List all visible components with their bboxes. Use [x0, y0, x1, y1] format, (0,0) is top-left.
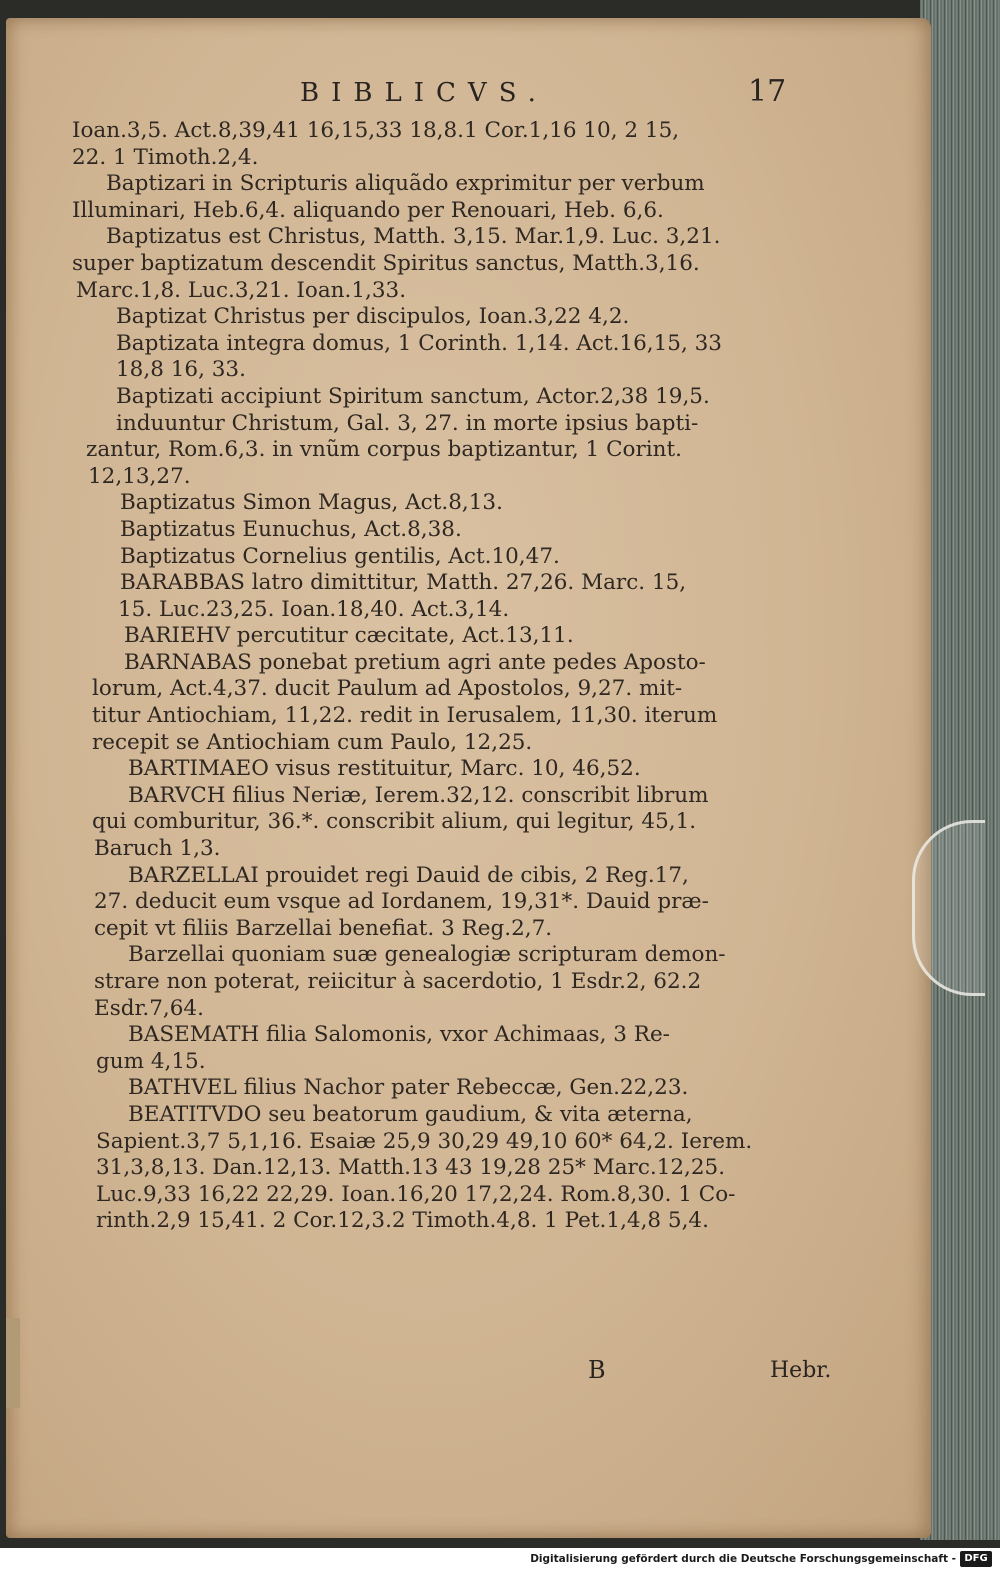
text-line: 31,3,8,13. Dan.12,13. Matth.13 43 19,28 25* Marc.12,25.: [96, 1155, 726, 1181]
page-number: 17: [748, 74, 787, 109]
funding-credit: Digitalisierung gefördert durch die Deutsche Forschungsgemeinschaft -: [530, 1553, 956, 1565]
text-line: BEATITVDO seu beatorum gaudium, & vita æterna,: [128, 1101, 693, 1127]
text-line: Baptizat Christus per discipulos, Ioan.3,22 4,2.: [116, 304, 630, 330]
text-line: 18,8 16, 33.: [116, 357, 246, 383]
text-line: super baptizatum descendit Spiritus sanctus, Matth.3,16.: [72, 250, 700, 276]
adjacent-page-edge: [6, 1318, 20, 1408]
text-line: Baruch 1,3.: [94, 836, 221, 862]
text-line: 12,13,27.: [88, 463, 191, 489]
running-title: BIBLICVS.: [300, 78, 548, 108]
book-page: [6, 18, 931, 1538]
text-line: Baptizatus Eunuchus, Act.8,38.: [120, 516, 462, 542]
text-line: BARVCH filius Neriæ, Ierem.32,12. conscribit librum: [128, 782, 709, 808]
text-line: BARNABAS ponebat pretium agri ante pedes Aposto-: [124, 649, 706, 675]
page-header: [6, 74, 931, 118]
catchword: Hebr.: [770, 1358, 832, 1383]
text-line: Luc.9,33 16,22 22,29. Ioan.16,20 17,2,24. Rom.8,30. 1 Co-: [96, 1181, 736, 1207]
text-line: BATHVEL filius Nachor pater Rebeccæ, Gen.22,23.: [128, 1075, 689, 1101]
text-line: cepit vt filiis Barzellai benefiat. 3 Reg.2,7.: [94, 915, 553, 941]
text-line: Baptizatus Simon Magus, Act.8,13.: [120, 490, 503, 516]
index-text: [72, 118, 852, 1235]
text-line: strare non poterat, reiicitur à sacerdotio, 1 Esdr.2, 62.2: [94, 969, 702, 994]
text-line: Esdr.7,64.: [94, 995, 204, 1021]
text-line: induuntur Christum, Gal. 3, 27. in morte ipsius bapti-: [116, 410, 699, 436]
text-line: Ioan.3,5. Act.8,39,41 16,15,33 18,8.1 Cor.1,16 10, 2 15,: [72, 118, 680, 143]
text-line: Baptizati accipiunt Spiritum sanctum, Actor.2,38 19,5.: [116, 383, 710, 409]
text-line: zantur, Rom.6,3. in vnũm corpus baptizantur, 1 Corint.: [86, 437, 682, 463]
signature-mark: B: [588, 1356, 606, 1384]
text-line: Illuminari, Heb.6,4. aliquando per Renouari, Heb. 6,6.: [72, 197, 664, 223]
text-line: rinth.2,9 15,41. 2 Cor.12,3.2 Timoth.4,8. 1 Pet.1,4,8 5,4.: [96, 1208, 709, 1234]
text-line: Baptizata integra domus, 1 Corinth. 1,14. Act.16,15, 33: [116, 330, 722, 356]
text-line: titur Antiochiam, 11,22. redit in Ierusalem, 11,30. iterum: [92, 703, 718, 729]
text-line: Baptizari in Scripturis aliquãdo exprimitur per verbum: [106, 171, 705, 197]
text-line: BARZELLAI prouidet regi Dauid de cibis, 2 Reg.17,: [128, 862, 689, 888]
text-line: Baptizatus est Christus, Matth. 3,15. Mar.1,9. Luc. 3,21.: [106, 224, 721, 250]
text-line: Baptizatus Cornelius gentilis, Act.10,47.: [120, 543, 560, 569]
text-line: qui comburitur, 36.*. conscribit alium, qui legitur, 45,1.: [92, 809, 697, 835]
text-line: 15. Luc.23,25. Ioan.18,40. Act.3,14.: [118, 596, 510, 622]
text-line: BASEMATH filia Salomonis, vxor Achimaas, 3 Re-: [128, 1022, 670, 1048]
text-line: 22. 1 Timoth.2,4.: [72, 144, 259, 170]
page-edges: [920, 0, 1000, 1540]
text-line: Sapient.3,7 5,1,16. Esaiæ 25,9 30,29 49,10 60* 64,2. Ierem.: [96, 1128, 753, 1154]
dfg-logo-icon: DFG: [960, 1551, 992, 1567]
text-line: Marc.1,8. Luc.3,21. Ioan.1,33.: [76, 277, 407, 303]
text-line: gum 4,15.: [96, 1048, 206, 1074]
text-line: BARIEHV percutitur cæcitate, Act.13,11.: [124, 623, 574, 649]
text-line: 27. deducit eum vsque ad Iordanem, 19,31*. Dauid præ-: [94, 889, 709, 915]
text-line: BARABBAS latro dimittitur, Matth. 27,26. Marc. 15,: [120, 570, 687, 596]
text-line: Barzellai quoniam suæ genealogiæ scripturam demon-: [128, 942, 726, 968]
page-clip: [912, 820, 985, 996]
text-line: recepit se Antiochiam cum Paulo, 12,25.: [92, 729, 533, 755]
text-line: BARTIMAEO visus restituitur, Marc. 10, 46,52.: [128, 756, 641, 782]
text-line: lorum, Act.4,37. ducit Paulum ad Apostolos, 9,27. mit-: [92, 676, 683, 702]
